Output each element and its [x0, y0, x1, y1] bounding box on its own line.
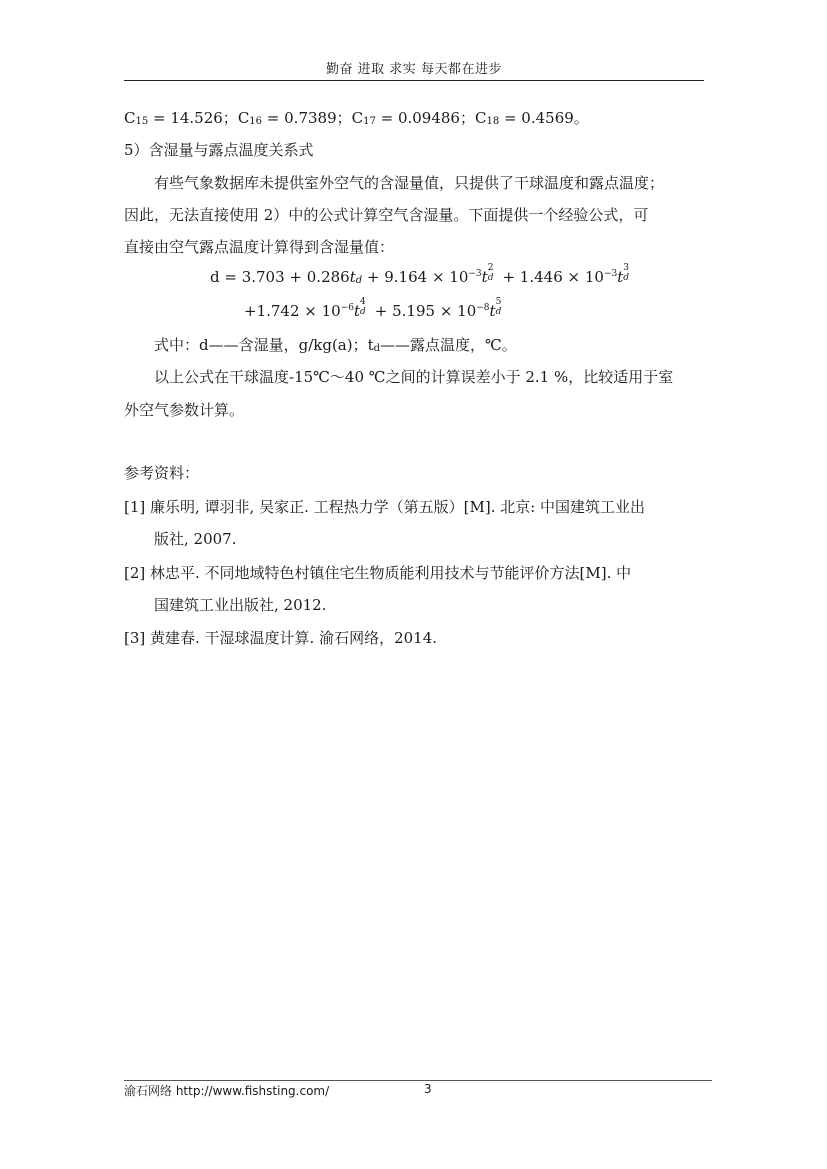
header-rule — [124, 80, 704, 81]
reference-item-cont: 国建筑工业出版社, 2012. — [154, 596, 327, 614]
page-header: 勤奋 进取 求实 每天都在进步 — [326, 62, 502, 77]
coefficient-line: C15 = 14.526；C16 = 0.7389；C17 = 0.09486；C18 = 0.4569。 — [124, 109, 589, 127]
page-number: 3 — [424, 1082, 432, 1096]
footer-rule — [124, 1080, 712, 1081]
paragraph-line: 有些气象数据库未提供室外空气的含湿量值，只提供了干球温度和露点温度； — [154, 174, 665, 192]
paragraph-line: 外空气参数计算。 — [124, 401, 245, 419]
reference-item: [3] 黄建春. 干湿球温度计算. 渝石网络，2014. — [124, 629, 438, 647]
section-heading: 5）含湿量与露点温度关系式 — [124, 141, 314, 159]
paragraph-line: 以上公式在干球温度-15℃～40 ℃之间的计算误差小于 2.1 %，比较适用于室 — [154, 368, 674, 386]
paragraph-line: 因此，无法直接使用 2）中的公式计算空气含湿量。下面提供一个经验公式，可 — [124, 206, 649, 224]
equation-line-1: $d = 3.703 + 0.286td + 9.164 \times 10^{-3}t$ 2 d + $1.446 \times 10^{-3}t$ 3 d — [210, 263, 630, 286]
equation-line-2: $+1.742 \times 10^{-6}t$ 4 d + $5.195 \times 10^{-8}t$ 5 d — [244, 297, 502, 320]
paragraph-line: 直接由空气露点温度计算得到含湿量值： — [124, 238, 395, 256]
references-heading: 参考资料： — [124, 464, 200, 482]
where-line: 式中：d——含湿量，g/kg(a)；td——露点温度，℃。 — [154, 336, 517, 354]
footer-site: 渝石网络 http://www.fishsting.com/ — [124, 1084, 330, 1098]
reference-item: [2] 林忠平. 不同地域特色村镇住宅生物质能利用技术与节能评价方法[M]. 中 — [124, 564, 632, 582]
reference-item-cont: 版社, 2007. — [154, 530, 237, 548]
reference-item: [1] 廉乐明, 谭羽非, 吴家正. 工程热力学（第五版）[M]. 北京: 中国建筑工业出 — [124, 498, 646, 516]
